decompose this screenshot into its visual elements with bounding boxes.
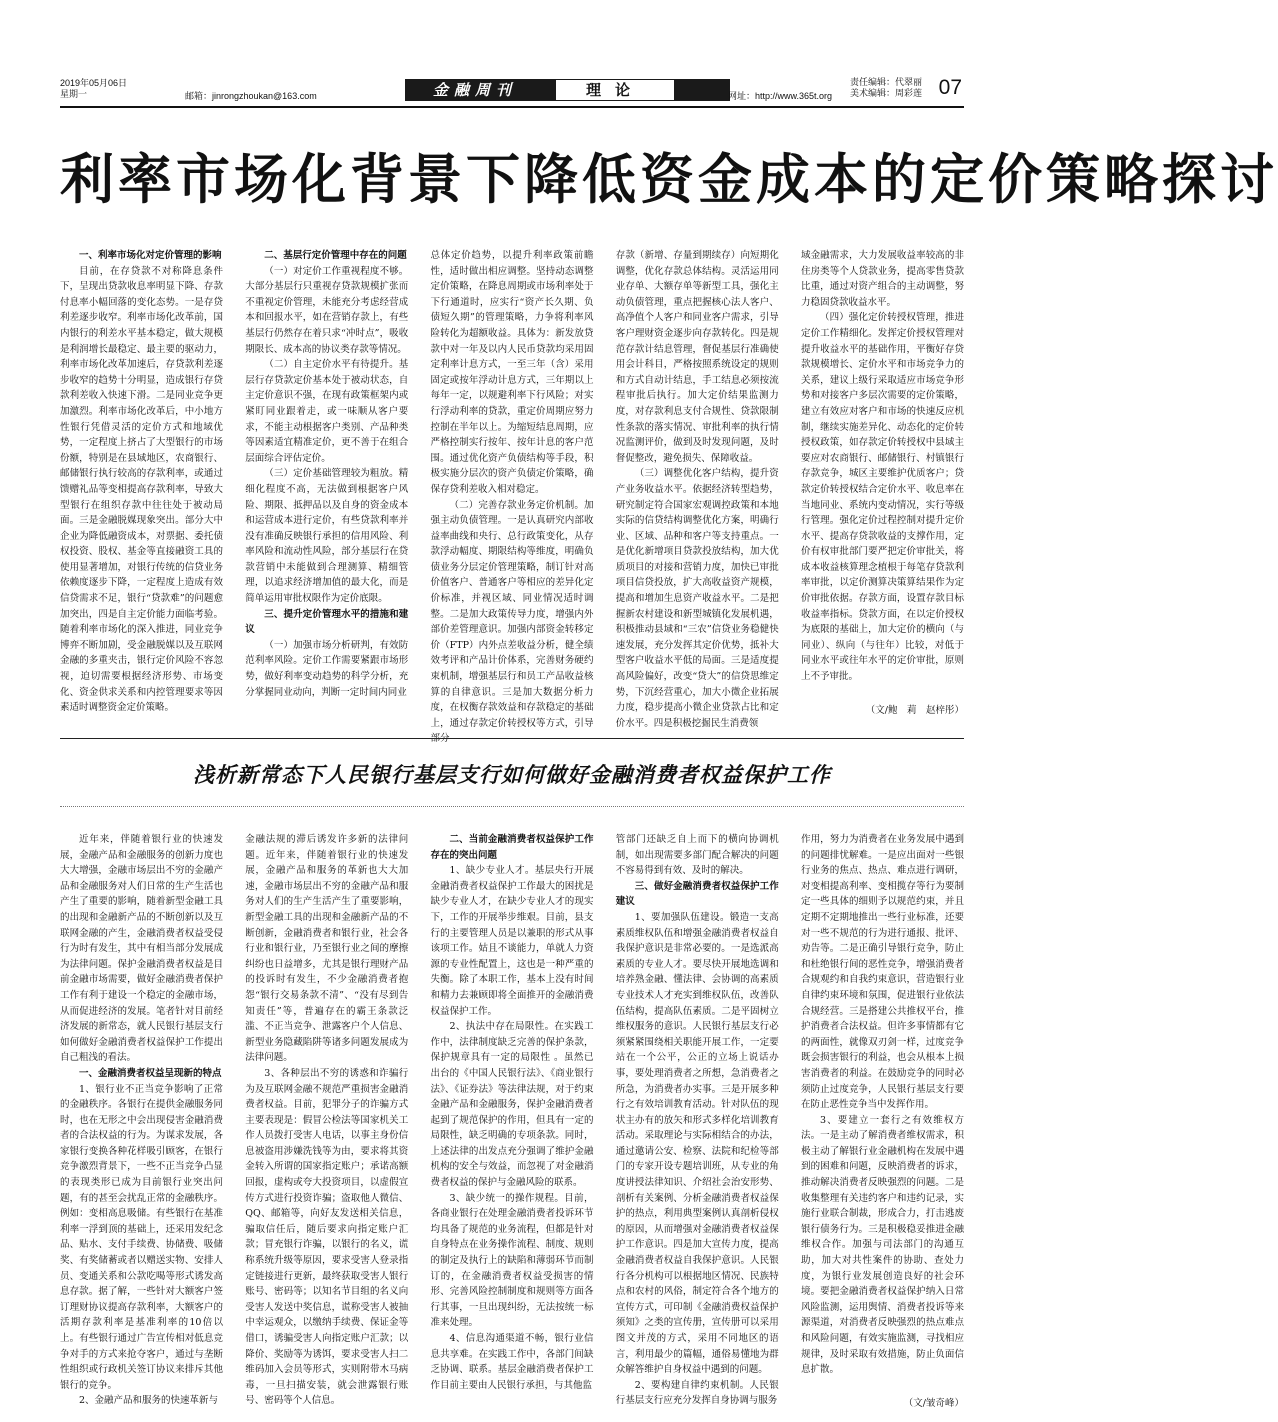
art-editor-text: 美术编辑：周彩莲 bbox=[850, 89, 923, 99]
paragraph: 2、要构建自律约束机制。人民银行基层支行应充分发挥自身协调与服务 bbox=[615, 1379, 779, 1407]
paragraph: 1、要加强队伍建设。锻造一支高素质维权队伍和增强金融消费者权益自我保护意识是非常必要的。一是选派高素质的专业人才。要尽快开展地选调和培养熟金融、懂法律、会协调的高素质专业技术人才充实到维权队伍，改善队伍结构，提高队伍素质。二是平固树立维权服务的意识。人民银行基层支行必须紧紧围绕相关职能开展工作，一定要站在一个公平，公正的立场上说话办事，要处理消费者之所想，急消费者之所急，为消费者办实事。三是开展多种行之有效培训教育活动。针对队伍的现状主办有的放矢和形式多样化培训教育活动。采取理论与实际相结合的办法，通过邀请公安、检察、法院和纪检等部门的专家开设专题培训班，从专业的角度讲授法律知识、介绍社会治安形势、剖析有关案例、分析金融消费者权益保护的热点，利用典型案例认真剖析侵权的原因，从而增强对金融消费者权益保护工作意识。四是加大宣传力度，提高金融消费者权益自我保护意识。人民银行各分机构可以根据地区情况、民族特点和农村的风俗，制定符合各个地方的宣传方式，可印制《金融消费权益保护须知》之类的宣传册，宣传册可以采用图文并茂的方式，采用不同地区的语言，利用最少的篇幅，通俗易懂地为群众解答维护自身权益中遇到的问题。 bbox=[615, 911, 779, 1376]
text-column bbox=[430, 248, 594, 745]
paragraph: 2、金融产品和服务的快速革新与 bbox=[79, 1395, 219, 1407]
paragraph: 4、信息沟通渠道不畅，银行业信息共享难。在实践工作中，各部门间缺乏协调、联系。基层金融消费者保护工作目前主要由人民银行承担，与其他监 bbox=[430, 1333, 594, 1391]
masthead-bar bbox=[405, 79, 730, 101]
paragraph: 作用，努力为消费者在业务发展中遇到的问题排忧解难。一是应出面对一些银行业务的焦点、热点、难点进行调研，对变相提高利率、变相揽存等行为要制定一些具体的细则予以规范约束，并且定期不定期地推出一些行业标准，还要对一些不规范的行为进行通报、批评、劝告等。二是正确引导银行竞争，防止和杜绝银行间的恶性竞争，增强消费者合规观约和自我约束意识，营造银行业自律约束环境和氛围，促进银行业依法合规经营。三是搭建公共推权平台，推护消费者合法权益。但许多事情都有它的两面性，就像双刃剑一样，过度竞争既会损害银行的利益，也会从根本上损害消费者的利益。在鼓励竞争的同时必须防止过度竞争，人民银行基层支行要在防止恶性竞争当中发挥作用。 bbox=[801, 834, 964, 1111]
paragraph: （二）完善存款业务定价机制。加强主动负债管理。一是认真研究内部收益率曲线和央行、总行政策变化，从存款浮动幅度、期限结构等维度，明确负债业务分层定价管理策略，制订针对高价值客户、普通客户等相应的差异化定价标准，并视区域、同业情况适时调整。二是加大政策传导力度，增强内外部价差管理意识。加强内部资金转移定价（FTP）内外点差收益分析，健全绩效考评和产品计价体系，完善财务硬约束机制，增强基层行和员工产品收益核算的自律意识。三是加大数据分析力度，在权衡存款效益和存款稳定的基础上，通过存款定价转授权等方式，引导部分 bbox=[430, 499, 594, 745]
author-byline: （文/鲍 莉 赵梓彤） bbox=[865, 704, 964, 716]
text-column bbox=[430, 832, 594, 1391]
text-column bbox=[615, 832, 779, 1407]
article-divider bbox=[60, 738, 964, 739]
text-column bbox=[245, 832, 409, 1407]
paragraph: （三）定价基础管理较为粗放。精细化程度不高，无法做到根据客户风险、期限、抵押品以及自身的资金成本和运营成本进行定价，有些贷款利率并没有准确反映银行承担的信用风险、利率风险和流动性风险，部分基层行在贷款营销中未能做到合理测算、精细管理，以追求经济增加值的最大化，而是简单运用审批权限作为定价底限。 bbox=[245, 468, 409, 605]
paragraph: 2、执法中存在局限性。在实践工作中，法律制度缺乏完善的保护条款，保护规章具有一定的局限性 。虽然已出台的《中国人民银行法》、《商业银行法》、《证券法》等法律法规，对于约束金融产品和金融服务，保护金融消费者起到了规范保护的作用，但具有一定的局限性，缺乏明确的专项条款。同时，上述法律的出发点充分强调了维护金融机构的安全与效益，而忽视了对金融消费者权益的保护与金融风险的联系。 bbox=[430, 1021, 594, 1189]
text-column bbox=[60, 832, 223, 1407]
paragraph: 存款（新增、存量到期续存）向短期化调整，优化存款总体结构。灵活运用同业存单、大额存单等新型工具，强化主动负债管理，重点把握核心法人客户、高净值个人客户和同业客户需求，引导客户理财资金逐步向存款转化。四是规范存款计结息管理，督促基层行准确使用会计科目，严格按照系统设定的规则和方式自动计结息，手工结息必须按流程审批后执行。加大定价结果监测力度，对存款利息支付合规性、贷款限制性条款的落实情况、审批利率的执行情况监测评价，做到及时发现问题，及时督促整改，避免损失、保障收益。 bbox=[615, 250, 779, 464]
paragraph: 1、银行业不正当竞争影响了正常的金融秩序。各银行在提供金融服务同时，也在无形之中会出现侵害金融消费者的合法权益的行为。为谋求发展，各家银行变换各种花样吸引顾客，在银行竞争激烈背景下，一些不正当竞争凸显的表现类形已成为目前银行业突出问题，有的甚至会扰乱正常的金融秩序。例如：变相高息吸储。有些银行在基准利率一浮到顶的基础上，还采用发纪念品、贴水、支付手续费、协储费、吸储奖、有奖储蓄或者以赠送实物、安排人员、变通关系和公款吃喝等形式诱发高息存款。据了解，一些针对大额客户签订理财协议提高存款利率，大额客户的活期存款利率是基准利率的10倍以上。有些银行通过广告宣传相对低息竞争对手的方式来抢夺客户，通过与垄断性组织或行政机关签订协议来排斥其他银行的竞争。 bbox=[60, 1083, 223, 1391]
paragraph: 近年来，伴随着银行业的快速发展，金融产品和金融服务的创新力度也大大增强，金融市场层出不穷的金融产品和金融服务对人们日常的生产生活也产生了重要的影响，随着新型金融工具的出现和金融新产品的不断创新以及互联网金融的产生，金融消费者权益受侵行为时有发生，其中有相当部分发展成为法律问题。保护金融消费者权益是目前金融市场需要，做好金融消费者保护工作有利于建设一个稳定的金融市场，从而促进经济的发展。笔者针对目前经济发展的新常态，就人民银行基层支行如何做好金融消费者权益保护工作提出自己粗浅的看法。 bbox=[60, 834, 223, 1064]
weekday-text: 星期一 bbox=[60, 89, 88, 99]
date-text: 2019年05月06日 bbox=[60, 78, 128, 88]
paragraph: 金融法规的滞后诱发许多新的法律问题。近年来，伴随着银行业的快速发展，金融产品和服务的革新也大大加速，金融市场层出不穷的金融产品和服务对人们的生产生活产生了重要影响，新型金融工具的出现和金融新产品的不断创新，金融消费者和银行业，社会各行业和银行业，乃至银行业之间的摩擦纠纷也日益增多，尤其是银行理财产品的投诉时有发生，不少金融消费者抱怨“银行交易条款不清”、“没有尽到告知责任”等，普遍存在的霸王条款泛滥、不正当竞争、泄露客户个人信息、新型业务隐藏陷阱等诸多问题发展成为法律问题。 bbox=[245, 834, 409, 1064]
paragraph: 域金融需求，大力发展收益率较高的非住房类等个人贷款业务，提高零售贷款比重，通过对资产组合的主动调整，努力稳固贷款收益水平。 bbox=[801, 250, 964, 308]
paragraph: （二）自主定价水平有待提升。基层行存贷款定价基本处于被动状态，自主定价意识不强，在现有政策框架内或紧盯同业跟着走，或一味顺从客户要求，不能主动根据客户类别、产品种类等因素适宜精准定价，更不善于在组合层面综合评估定价。 bbox=[245, 359, 409, 464]
article1-body bbox=[60, 248, 964, 745]
section-heading: 三、提升定价管理水平的措施和建议 bbox=[245, 608, 409, 636]
section-heading: 一、金融消费者权益呈现新的特点 bbox=[79, 1067, 222, 1079]
email-text: 邮箱：jinrongzhoukan@163.com bbox=[185, 91, 317, 101]
paragraph: （三）调整优化客户结构，提升资产业务收益水平。依据经济转型趋势，研究制定符合国家宏观调控政策和本地实际的信贷结构调整优化方案，明确行业、区域、品种和客户等支持重点。一是优化新增项目贷款投放结构，加大优质项目的对接和营销力度，加快已审批项目信贷投放，扩大高收益资产规模，提高和增加生息资产收益水平。二是把握新农村建设和新型城镇化发展机遇，积极推动县域和“三农”信贷业务稳健快速发展，充分发挥其定价优势，抵补大型客户收益水平低的局面。三是适度提高风险偏好，改变“贷大”的信贷思维定势，下沉经营重心，加大小微企业拓展力度，稳步提高小微企业贷款占比和定价水平。四是积极挖掘民生消费领 bbox=[615, 468, 779, 729]
paragraph: 1、缺少专业人才。基层央行开展金融消费者权益保护工作最大的困扰是缺少专业人才，在缺少专业人才的现实下，工作的开展举步维艰。目前，县支行的主要管理人员是以兼职的形式从事该项工作。姑且不谈能力，单就人力资源的专业性配置上，这也是一种严重的失衡。除了本职工作，基本上没有时间和精力去兼顾即将全面推开的金融消费权益保护工作。 bbox=[430, 865, 594, 1017]
author-byline: （文/皱奇峰） bbox=[903, 1397, 964, 1409]
section-heading: 二、当前金融消费者权益保护工作存在的突出问题 bbox=[430, 834, 594, 861]
text-column bbox=[801, 832, 964, 1409]
paragraph: 总体定价趋势，以提升利率政策前瞻性，适时做出相应调整。坚持动态调整定价策略，在降息周期或市场利率处于下行通道时，应实行“资产长久期、负债短久期”的管理策略，力争将利率风险转化为超额收益。具体为：新发放贷款中对一年及以内人民币贷款均采用固定利率计息方式，一至三年（含）采用固定或按年浮动计息方式，三年期以上每年一定，以规避利率下行风险；对实行浮动利率的贷款，重定价周期应努力控制在半年以上。为缩短结息周期，应严格控制实行按年、按年计息的客户范围。通过优化资产负债结构等手段，积极实施分层次的资产负债定价策略，确保存贷利差收入相对稳定。 bbox=[430, 250, 594, 495]
editor-text: 责任编辑：代翠丽 bbox=[850, 78, 923, 88]
article2-title-rule bbox=[60, 806, 964, 807]
page-number: 07 bbox=[938, 76, 962, 99]
text-column bbox=[245, 248, 408, 718]
paragraph: 3、各种层出不穷的诱惑和诈骗行为及互联网金融不规范严重损害金融消费者权益。目前，犯罪分子的诈骗方式主要表现是：假冒公检法等国家机关工作人员拨打受害人电话，以事主身份信息被盗用涉嫌洗钱等为由，要求将其资金转入所谓的国家指定账户；承诺高额回报，虚构或夸大投资项目，以虚假宣传方式进行投资诈骗；盗取他人微信、QQ、邮箱等，向好友发送相关信息，骗取信任后，随后要求向指定账户汇款；冒充银行诈骗，以银行的名义，谎称系统升级等原因，要求受害人登录指定链接进行更新，最终获取受害人银行账号、密码等；以知名节目组的名义向受害人发送中奖信息，谎称受害人被抽中幸运观众，以缴纳手续费、保证金等借口，诱骗受害人向指定账户汇款；以降价、奖励等为诱饵，要求受害人扫二维码加入会员等形式，实则附带木马病毒，一旦扫描安装，就会泄露银行账号、密码等个人信息。 bbox=[245, 1067, 409, 1407]
paragraph: （一）加强市场分析研判，有效防范利率风险。定价工作需要紧跟市场形势，做好利率变动趋势的科学分析，充分掌握同业动向，判断一定时间内同业 bbox=[245, 639, 409, 698]
paragraph: 管部门还缺乏自上而下的横向协调机制，如出现需要多部门配合解决的问题不容易得到有效、及时的解决。 bbox=[615, 834, 779, 877]
text-column bbox=[60, 248, 223, 718]
text-column bbox=[801, 248, 964, 718]
text-column bbox=[615, 248, 779, 729]
paragraph: 目前，在存贷款不对称降息条件下，呈现出贷款收息率明显下降、存款付息率小幅回落的变化态势。一是存贷利差逐步收窄。利率市场化改革前，国内银行的利差水平基本稳定，做大规模是利润增长最稳定、最主要的驱动力，利率市场化改革加速后，存贷款利差逐步收窄的趋势十分明显，造成银行存贷款利差收入快速下滑。二是同业竞争更加激烈。利率市场化改革后，中小地方性银行凭借灵活的定价方式和地域优势，一定程度上挤占了大型银行的市场份额，特别是在县域地区，农商银行、邮储银行执行较高的存款利率，或通过馈赠礼品等变相提高存款利率，导致大型银行在组织存款中往往处于被动局面。三是金融脱媒现象突出。部分大中企业为降低融资成本，对票据、委托债权投资、股权、基金等直接融资工具的使用显著增加，对银行传统的信贷业务依赖度逐步下降，一定程度上造成有效信贷需求不足，银行“贷款难”的问题愈加突出，四是自主定价能力面临考验。随着利率市场化的深入推进，同业竞争博弈不断加剧，受金融脱媒以及互联网金融的多重夹击，银行定价风险不容忽视，迫切需要根据经济形势、市场变化、资金供求关系和内控管理要求等因素适时调整资金定价策略。 bbox=[60, 265, 223, 714]
header-rule bbox=[60, 106, 964, 108]
section-heading: 二、基层行定价管理中存在的问题 bbox=[264, 250, 407, 261]
paper-logo: 金融周刊 bbox=[432, 81, 517, 99]
section-name: 理论 bbox=[555, 79, 675, 101]
paragraph: （一）对定价工作重视程度不够。大部分基层行只重视存贷款规模扩张而不重视定价管理，未能充分考虑经营成本和回报水平，如在营销存款上，有些基层行仍然存在着只求“冲时点”，吸收期限长、成本高的协议类存款等情况。 bbox=[245, 265, 409, 355]
editor-credits bbox=[850, 78, 950, 100]
paragraph: 3、缺少统一的操作规程。目前，各商业银行在处理金融消费者投诉环节均具备了规范的业务流程，但都是针对自身特点在业务操作流程、制度、规则的制定及执行上的缺陷和薄弱环节而制订的，在金融消费者权益受损害的情形、完善风险控制制度和规则等方面各行其事，一旦出现纠纷，无法按统一标准来处理。 bbox=[430, 1192, 594, 1329]
website-text: 网址：http://www.365t.org bbox=[728, 91, 833, 101]
issue-date bbox=[60, 78, 160, 100]
section-heading: 三、做好金融消费者权益保护工作建议 bbox=[615, 880, 779, 908]
section-heading: 一、利率市场化对定价管理的影响 bbox=[79, 250, 222, 261]
article2-title: 浅析新常态下人民银行基层支行如何做好金融消费者权益保护工作 bbox=[193, 762, 831, 787]
paragraph: 3、要建立一套行之有效维权方法。一是主动了解消费者维权需求，积极主动了解银行业金融机构在发展中遇到的困难和问题，反映消费者的诉求，推动解决消费者反映强烈的问题。二是收集整理有关违约客户和违约记录，实施行业联合制裁，形成合力，打击逃废银行债务行为。三是积极稳妥推进金融维权合作。加强与司法部门的沟通互助，加大对共性案件的协助、查处力度，为银行业发展创造良好的社会环境。要把金融消费者权益保护纳入日常风险监测，运用舆情、消费者投诉等来源渠道，对消费者反映强烈的热点难点和风险问题，有效实施监测，寻找相应规律，及时采取有效措施，防止负面信息扩散。 bbox=[801, 1114, 964, 1376]
article2-body bbox=[60, 832, 964, 1409]
article1-title: 利率市场化背景下降低资金成本的定价策略探讨 bbox=[60, 147, 1278, 211]
page-header bbox=[60, 78, 964, 104]
paragraph: （四）强化定价转授权管理，推进定价工作精细化。发挥定价授权管理对提升收益水平的基础作用，平衡好存贷款规模增长、定价水平和市场竞争力的关系，建议上级行采取适应市场竞争形势和对接客户多层次需要的定价策略，建立有效应对客户和市场的快速反应机制，继续实施差异化、动态化的定价转授权政策，如存款定价转授权中县域主要应对农商银行、邮储银行、村镇银行存款竞争，城区主要维护优质客户；贷款定价转授权结合定价水平、收息率在当地同业、系统内变动情况，实行等级行管理。强化定价过程控制对提升定价水平、提高存贷款收益的支撑作用，定价有权审批部门要严把定价审批关，将成本收益核算理念植根于每笔存贷款利率审批，以定价测算决策算结果作为定价审批依据。存款方面，设置存款目标收益率指标。贷款方面，在以定价授权为底限的基础上，加大定价的横向（与同业）、纵向（与往年）比较，对低于同业水平或往年水平的定价审批，原则上不予审批。 bbox=[801, 312, 964, 683]
